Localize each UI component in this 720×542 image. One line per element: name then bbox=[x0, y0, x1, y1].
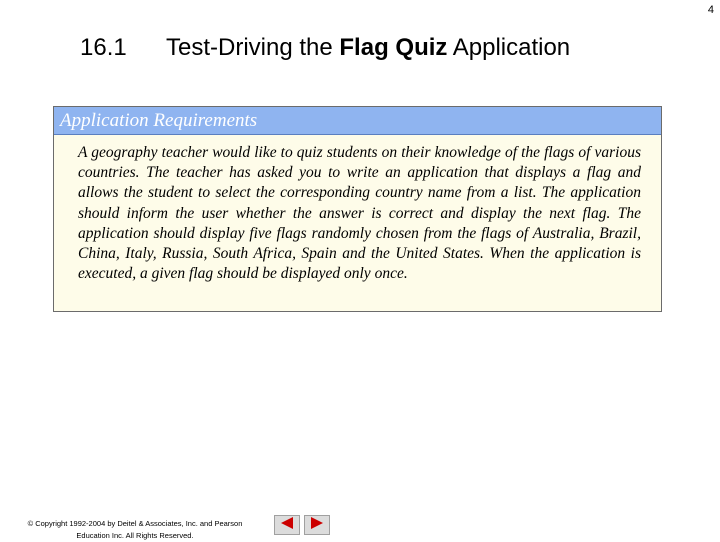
slide-title bbox=[80, 34, 570, 62]
requirements-text: A geography teacher would like to quiz students on their knowledge of the flags of various countries. The teacher has asked you to write an application that displays a flag and allows the student to select the corresponding country name from a list. The application should inform the user whether the answer is correct and display the next flag. The application should display five flags randomly chosen from the flags of Australia, Brazil, China, Italy, Russia, South Africa, Spain and the United States. When the application is executed, a given flag should be displayed only once. bbox=[78, 144, 641, 283]
triangle-right-icon bbox=[309, 516, 325, 535]
triangle-left-icon bbox=[279, 516, 295, 535]
requirements-box bbox=[53, 106, 662, 312]
section-number: 16.1 bbox=[80, 34, 127, 61]
title-suffix: Application bbox=[447, 34, 571, 61]
page-number: 4 bbox=[707, 4, 714, 16]
title-prefix: Test-Driving the bbox=[166, 34, 340, 61]
title-emphasis: Flag Quiz bbox=[339, 34, 448, 61]
copyright-line-1: © Copyright 1992-2004 by Deitel & Associates, Inc. and Pearson bbox=[27, 519, 243, 528]
next-slide-button[interactable] bbox=[304, 515, 330, 535]
copyright-line-2: Education Inc. All Rights Reserved. bbox=[76, 531, 194, 540]
slide-navigation bbox=[274, 515, 330, 535]
requirements-header: Application Requirements bbox=[54, 107, 661, 135]
previous-slide-button[interactable] bbox=[274, 515, 300, 535]
copyright-footer bbox=[0, 518, 270, 542]
